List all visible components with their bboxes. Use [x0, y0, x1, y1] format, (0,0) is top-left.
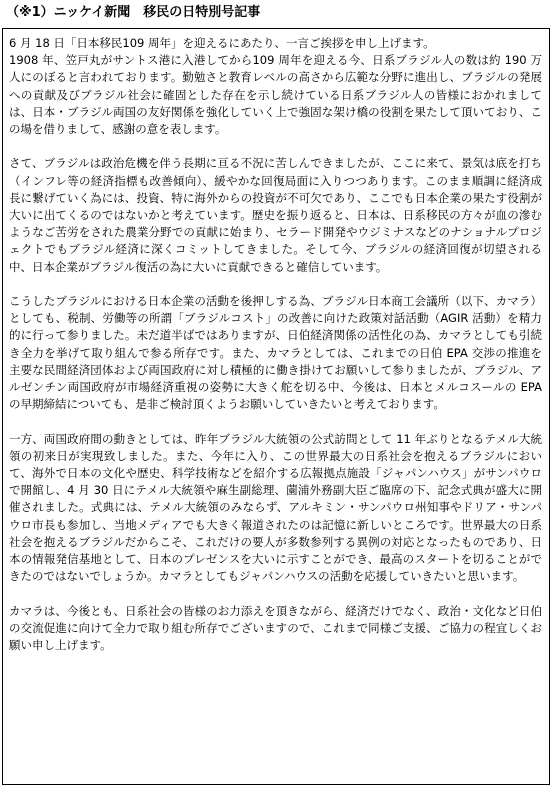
paragraph-closing: カマラは、今後とも、日系社会の皆様のお力添えを頂きながら、経済だけでなく、政治・文化など日伯の交流促進に向けて全力で取り組む所存でございますので、これまで同様ご支援、ご協力の程宜しくお願い申し上げます。: [9, 603, 542, 653]
paragraph-spacer: [9, 138, 542, 155]
paragraph-economy: さて、ブラジルは政治危機を伴う長期に亘る不況に苦しんできましたが、ここに来て、景気は底を打ち（インフレ等の経済指標も改善傾向）、緩やかな回復局面に入りつつあります。このまま順調に経済成長に繋げていく為には、投資、特に海外からの投資が不可欠であり、ここでも日本企業の果たす役割が大いに出てくるのではないかと考えています。歴史を振り返ると、日本は、日系移民の方々が血の滲むようなご苦労をされた農業分野での貢献に始まり、セラード開発やウジミナスなどのナショナルプロジェクトでもブラジル経済に深くコミットしてきました。そして今、ブラジルの経済回復が切望される中、日本企業がブラジル復活の為に大いに貢献できると確信しています。: [9, 156, 542, 274]
paragraph-government-relations: 一方、両国政府間の動きとしては、昨年ブラジル大統領の公式訪問として 11 年ぶりとなるテメル大統領の初来日が実現致しました。また、今年に入り、この世界最大の日系社会を抱えるブラジルにおいて、海外で日本の文化や歴史、科学技術などを紹介する広報拠点施設「ジャパンハウス」がサンパウロで開館し、4 月 30 日にテメル大統領や麻生副総理、薗浦外務副大臣ご臨席の下、記念式典が盛大に開催されました。式典には、テメル大統領のみならず、アルキミン・サンパウロ州知事やドリア・サンパウロ市長も参加し、当地メディアでも大きく報道されたのは記憶に新しいところです。世界最大の日系社会を抱えるブラジルだからこそ、これだけの要人が多数参列する異例の対応となったものであり、日本の情報発信基地として、日本のプレゼンスを大いに示すことができ、最高のスタートを切ることができたのではないでしょうか。カマラとしてもジャパンハウスの活動を応援していきたいと思います。: [9, 431, 542, 584]
paragraph-spacer: [9, 276, 542, 293]
paragraph-immigration-history: 1908 年、笠戸丸がサントス港に入港してから109 周年を迎える今、日系ブラジル人の数は約 190 万人にのぼると言われております。勤勉さと教育レベルの高さから広範な分野に進出し、ブラジルの発展への貢献及びブラジル社会に確固とした存在を示し続けている日系ブラジル人の皆様におかれましては、日本・ブラジル両国の友好関係を強化していく上で強固な架け橋の役割を果たして頂いており、この場を借りまして、感謝の意を表します。: [9, 53, 542, 137]
paragraph-spacer: [9, 585, 542, 602]
article-frame: [2, 28, 550, 785]
document-title: （※1）ニッケイ新聞 移民の日特別号記事: [6, 5, 261, 20]
paragraph-greeting: 6 月 18 日「日本移民109 周年」を迎えるにあたり、一言ご挨拶を申し上げます。: [9, 36, 435, 50]
paragraph-spacer: [9, 413, 542, 430]
paragraph-chamber-activities: こうしたブラジルにおける日本企業の活動を後押しする為、ブラジル日本商工会議所（以下、カマラ）としても、税制、労働等の所謂「ブラジルコスト」の改善に向けた政策対話活動（AGIR 活動）を精力的に行って参りました。未だ道半ばではありますが、日伯経済関係の活性化の為、カマラとしても引続き全力を挙げて取り組んで参る所存です。また、カマラとしては、これまでの日伯 EPA 交渉の推進を主要な民間経済団体および両国政府に対し積極的に働き掛けてお願いして参りましたが、ブラジル、アルゼンチン両国政府が市場経済重視の姿勢に大きく舵を切る中、今後は、日本とメルコスールの EPA の早期締結についても、是非ご検討頂くようお願いしていきたいと考えております。: [9, 294, 542, 412]
